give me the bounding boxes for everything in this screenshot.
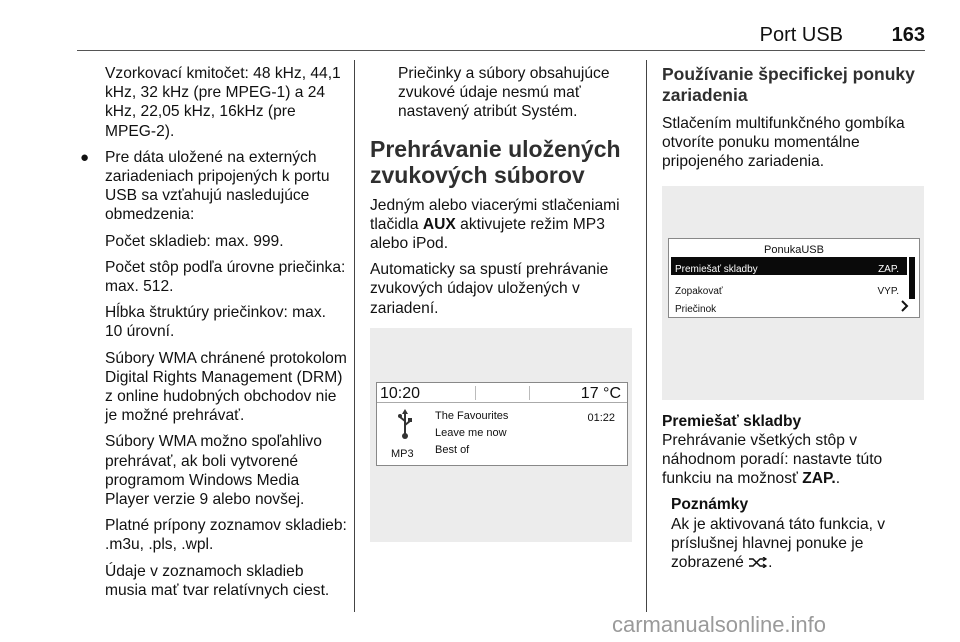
column-2: [370, 64, 632, 542]
column-3: [662, 64, 924, 579]
column-1: [77, 64, 347, 607]
note-text: [671, 515, 924, 573]
track-count-text: Počet skladieb: max. 999.: [105, 232, 284, 250]
track-item: The Favourites: [435, 409, 509, 422]
playlist-extensions-text: Platné prípony zoznamov skladieb: .m3u, .pls, .wpl.: [105, 517, 347, 554]
page-header: [77, 0, 925, 51]
chevron-right-icon: [901, 300, 909, 312]
mp3-display-screen: [376, 382, 628, 466]
folder-level-text: Počet stôp podľa úrovne priečinka: max. 512.: [105, 258, 346, 296]
menu-item-label: Premiešať skladby: [675, 263, 758, 275]
note-tail: .: [768, 554, 773, 572]
status-separator: [529, 386, 530, 400]
display-status-bar: [377, 383, 627, 403]
aux-instruction-text: [370, 196, 632, 254]
note-text-body: Ak je aktivovaná táto funkcia, v príslušnej hlavnej ponuke je zobrazené: [671, 515, 886, 572]
note-block: [662, 495, 924, 572]
folder-depth-text: Hĺbka štruktúry priečinkov: max. 10 úrovní.: [105, 304, 326, 341]
menu-item-shuffle[interactable]: [671, 257, 907, 275]
section-heading-playback: Prehrávanie uložených zvukových súborov: [370, 135, 621, 188]
note-heading: Poznámky: [671, 496, 749, 514]
display-mode: MP3: [391, 447, 414, 460]
section-heading-device-menu: Používanie špecifickej ponuky zariadenia: [662, 64, 915, 105]
aux-text-before: Jedným alebo viacerými stlačeniami tlačidla: [370, 196, 620, 233]
bullet-dot-icon: ●: [80, 148, 90, 166]
device-menu-text: Stlačením multifunkčného gombíka otvoríte ponuku momentálne pripojeného zariadenia.: [662, 115, 905, 171]
aux-key: AUX: [422, 215, 456, 233]
shuffle-key: ZAP.: [802, 470, 836, 488]
usb-menu-screen: [668, 238, 920, 318]
menu-item-value: ZAP.: [878, 263, 899, 275]
menu-item-value: VYP.: [877, 285, 899, 297]
display-time: 10:20: [380, 384, 421, 402]
track-item: Leave me now: [435, 426, 507, 439]
menu-item-label: Priečinok: [675, 303, 717, 315]
bullet-item: [77, 148, 347, 225]
elapsed-time: 01:22: [587, 411, 615, 424]
menu-item-label: Zopakovať: [675, 285, 723, 297]
menu-title: PonukaUSB: [764, 243, 824, 256]
display-temperature: 17 °C: [580, 384, 621, 402]
usb-menu-figure: [662, 186, 924, 400]
header-title: Port USB: [759, 24, 843, 46]
system-attribute-text: Priečinky a súbory obsahujúce zvukové údaje nesmú mať nastavený atribút Systém.: [398, 65, 610, 121]
bullet-text: Pre dáta uložené na externých zariadeniach pripojených k portu USB sa vzťahujú nasledujúce obmedzenia:: [105, 148, 330, 224]
aux-text-after: aktivujete režim MP3 alebo iPod.: [370, 215, 605, 253]
column-divider-2: [646, 60, 647, 612]
status-separator: [475, 386, 476, 400]
wma-playable-text: Súbory WMA možno spoľahlivo prehrávať, ak boli vytvorené programom Windows Media Player verzie 9 alebo novšej.: [105, 433, 322, 509]
shuffle-text-before: Prehrávanie všetkých stôp v náhodnom poradí: nastavte túto funkciu na možnosť: [662, 431, 883, 488]
menu-item-folder[interactable]: [671, 297, 915, 314]
wma-drm-text: Súbory WMA chránené protokolom Digital Rights Management (DRM) z online hudobných obchodov nie je možné prehrávať.: [105, 349, 347, 425]
shuffle-icon: [748, 557, 768, 568]
watermark: carmanualsonline.info: [612, 612, 827, 637]
usb-icon: [397, 409, 413, 439]
sampling-rate-text: Vzorkovací kmitočet: 48 kHz, 44,1 kHz, 32 kHz (pre MPEG-1) a 24 kHz, 22,05 kHz, 16kHz (pre MPEG-2).: [105, 65, 341, 140]
menu-scrollbar[interactable]: [909, 257, 915, 299]
sub-heading-shuffle: Premiešať skladby: [662, 412, 802, 430]
page-number: 163: [891, 24, 925, 46]
relative-paths-text: Údaje v zoznamoch skladieb musia mať tvar relatívnych ciest.: [105, 562, 330, 599]
mp3-display-figure: [370, 328, 632, 542]
menu-item-repeat[interactable]: [671, 279, 907, 296]
shuffle-text-after: .: [835, 470, 841, 488]
autoplay-text: Automaticky sa spustí prehrávanie zvukových údajov uložených v zariadení.: [370, 261, 609, 317]
column-divider-1: [354, 60, 355, 612]
track-item: Best of: [435, 443, 470, 456]
shuffle-text: [662, 431, 924, 489]
